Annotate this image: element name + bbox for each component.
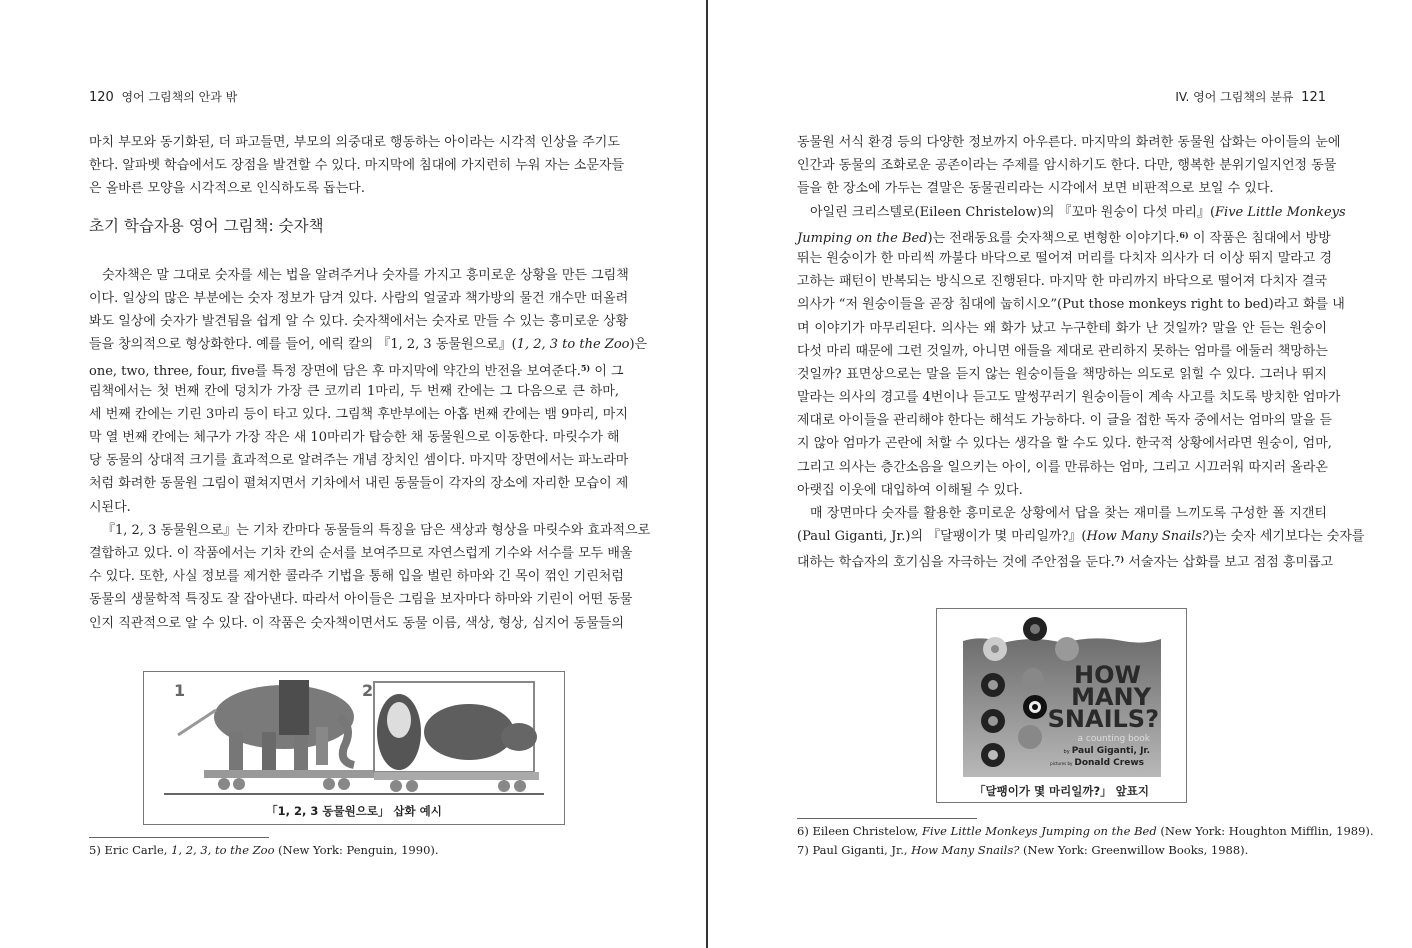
- paragraph: [89, 264, 648, 519]
- text-run: 고하는 패턴이 반복되는 방식으로 진행된다. 마지막 한 마리까지 바닥으로 떨어져 다치자 결국: [797, 274, 1327, 290]
- text-run: Jumping on the Bed: [797, 230, 928, 246]
- running-head-title: IV. 영어 그림책의 분류: [1175, 90, 1294, 104]
- text-line: [797, 247, 1333, 270]
- text-line: [797, 317, 1327, 340]
- footnote-rule: [797, 818, 977, 819]
- cover-by: by: [1063, 749, 1070, 755]
- text-run: (New York: Penguin, 1990).: [274, 843, 439, 857]
- left-running-head: [89, 88, 237, 105]
- text-run: 다섯 마리 때문에 그런 것일까, 아니면 애들을 제대로 관리하지 못하는 엄마를 에둘러 책망하는: [797, 343, 1328, 359]
- text-line: [89, 472, 629, 495]
- text-line: [797, 177, 1327, 200]
- text-run: 한다. 알파벳 학습에서도 장점을 발견할 수 있다. 마지막에 침대에 가지런히 누워 자는 소문자들: [89, 158, 625, 174]
- car-2: [362, 681, 539, 792]
- text-run: 아일린 크리스텔로(Eileen Christelow)의 『꼬마 원숭이 다섯 마리』(: [810, 204, 1216, 220]
- text-run: 1, 2, 3, to the Zoo: [171, 843, 275, 857]
- text-line: [89, 333, 648, 356]
- footnote-ref: 6): [1179, 229, 1189, 240]
- text-run: 동물원 서식 환경 등의 다양한 정보까지 아우른다. 마지막의 화려한 동물원 삽화는 아이들의 눈에: [797, 135, 1341, 150]
- text-line: [797, 201, 1346, 224]
- text-line: [89, 154, 625, 177]
- text-line: [89, 310, 629, 333]
- paragraph: [797, 201, 1346, 502]
- text-run: 뛰는 원숭이가 한 마리씩 까불다 바닥으로 떨어져 머리를 다치자 의사가 더 이상 뛰지 말라고 경: [797, 250, 1333, 266]
- text-run: 이다. 일상의 많은 부분에는 숫자 정보가 담겨 있다. 사람의 얼굴과 책가방의 물건 개수만 떠올려: [89, 290, 629, 306]
- text-run: 며 이야기가 마무리된다. 의사는 왜 화가 났고 누구한테 화가 난 것일까? 말을 안 듣는 원숭이: [797, 320, 1327, 336]
- text-run: 그리고 의사는 층간소음을 일으키는 아이, 이를 만류하는 엄마, 그리고 시끄러워 따지러 올라온: [797, 459, 1328, 475]
- text-run: 5) Eric Carle,: [89, 843, 172, 857]
- text-run: 『1, 2, 3 동물원으로』는 기차 칸마다 동물들의 특징을 담은 색상과 형상을 마릿수와 효과적으로: [102, 522, 651, 538]
- text-line: [797, 131, 1341, 154]
- paragraph: [797, 131, 1341, 201]
- text-line: [797, 224, 1331, 247]
- text-run: 대하는 학습자의 호기심을 자극하는 것에 주안점을 둔다.: [797, 555, 1115, 571]
- footnote-6: [797, 824, 1374, 838]
- text-run: 세 번째 칸에는 기린 3마리 등이 타고 있다. 그림책 후반부에는 아홉 번째 칸에는 뱀 9마리, 마지: [89, 406, 628, 422]
- footnote-5: [89, 843, 439, 857]
- text-run: 처럼 화려한 동물원 그림이 펼쳐지면서 기차에서 내린 동물들이 각자의 장소에 자리한 모습이 제: [89, 476, 629, 492]
- car-1: [174, 680, 374, 790]
- text-line: [89, 449, 629, 472]
- car-number: 1: [174, 681, 186, 700]
- text-line: [89, 264, 629, 287]
- text-run: (New York: Greenwillow Books, 1988).: [1019, 843, 1249, 857]
- footnote-ref: 7): [1114, 554, 1125, 565]
- book-cover-image: [937, 609, 1186, 779]
- text-run: 6) Eileen Christelow,: [797, 824, 922, 838]
- right-running-head: [1175, 88, 1326, 105]
- text-run: 아랫집 이웃에 대입하여 이해될 수 있다.: [797, 482, 1023, 498]
- text-line: [89, 177, 619, 200]
- text-line: [797, 502, 1327, 525]
- text-run: (New York: Houghton Mifflin, 1989).: [1156, 824, 1374, 838]
- right-page-body: [797, 131, 1365, 572]
- text-line: [89, 542, 633, 565]
- text-line: [89, 287, 629, 310]
- text-run: one, two, three, four, five를 특정 장면에 담은 후 마지막에 약간의 반전을 보여준다.: [89, 363, 581, 379]
- text-run: How Many Snails?: [1086, 529, 1209, 545]
- text-run: 숫자책은 말 그대로 숫자를 세는 법을 알려주거나 숫자를 가지고 흥미로운 상황을 만든 그림책: [102, 267, 629, 283]
- text-run: 매 장면마다 숫자를 활용한 흥미로운 상황에서 답을 찾는 재미를 느끼도록 구성한 폴 지갠티: [810, 506, 1327, 521]
- text-run: 막 열 번째 칸에는 체구가 가장 작은 새 10마리가 탑승한 채 동물원으로 이동한다. 마릿수가 해: [89, 430, 620, 446]
- text-line: [797, 456, 1327, 479]
- text-line: [797, 363, 1327, 386]
- text-line: [89, 380, 619, 403]
- page-number: 120: [89, 90, 114, 105]
- text-line: [89, 403, 628, 426]
- text-run: 인간과 동물의 조화로운 공존이라는 주제를 암시하기도 한다. 다만, 행복한 분위기일지언정 동물: [797, 158, 1337, 174]
- text-run: 이 작품은 침대에서 방방: [1188, 230, 1331, 246]
- text-line: [797, 386, 1341, 409]
- text-run: 들을 창의적으로 형상화한다. 예를 들어, 에릭 칼의 『1, 2, 3 동물원으로』(: [89, 337, 517, 353]
- text-run: How Many Snails?: [911, 843, 1020, 857]
- text-run: )는 전래동요를 숫자책으로 변형한 이야기다.: [927, 230, 1180, 246]
- text-run: 이 그: [590, 363, 624, 379]
- text-run: Five Little Monkeys: [1215, 204, 1346, 220]
- text-run: 봐도 일상에 숫자가 발견됨을 쉽게 알 수 있다. 숫자책에서는 숫자로 만들 수 있는 흥미로운 상황: [89, 314, 629, 330]
- text-line: [89, 357, 624, 380]
- text-line: [797, 409, 1333, 432]
- text-run: 7) Paul Giganti, Jr.,: [797, 843, 912, 857]
- text-line: [797, 479, 1327, 502]
- cover-title-line: SNAILS?: [1047, 705, 1159, 733]
- text-line: [797, 340, 1327, 363]
- paragraph: [89, 519, 651, 635]
- train-illustration: [144, 672, 564, 802]
- text-run: 시된다.: [89, 499, 131, 515]
- text-line: [89, 519, 651, 542]
- text-run: 1, 2, 3 to the Zoo: [516, 337, 630, 353]
- text-run: 들을 한 장소에 가두는 결말은 동물권리라는 시각에서 보면 비판적으로 보일 수 있다.: [797, 181, 1274, 197]
- text-run: 동물의 생물학적 특징도 잘 잡아낸다. 따라서 아이들은 그림을 보자마다 하마와 기린이 어떤 동물: [89, 592, 633, 608]
- text-run: 결합하고 있다. 이 작품에서는 기차 칸의 순서를 보여주므로 자연스럽게 기수와 서수를 모두 배울: [89, 546, 633, 561]
- section-heading: 초기 학습자용 영어 그림책: 숫자책: [89, 216, 324, 235]
- text-run: (Paul Giganti, Jr.)의 『달팽이가 몇 마리일까?』(: [797, 529, 1087, 545]
- cover-author-line: [1064, 746, 1150, 756]
- text-line: [797, 432, 1332, 455]
- text-run: 은 올바른 모양을 시각적으로 인식하도록 돕는다.: [89, 181, 365, 197]
- text-line: [89, 565, 624, 588]
- text-line: [797, 270, 1327, 293]
- text-run: 제대로 아이들을 관리해야 한다는 해석도 가능하다. 이 글을 접한 독자 중에서는 엄마의 말을 듣: [797, 413, 1333, 429]
- text-run: 당 동물의 상대적 크기를 효과적으로 알려주는 개념 장치인 셈이다. 마지막 장면에서는 파노라마: [89, 453, 629, 469]
- text-line: [89, 588, 633, 611]
- text-line: [89, 612, 624, 635]
- page-number: 121: [1301, 90, 1326, 105]
- text-line: [797, 154, 1337, 177]
- footnote-7: [797, 843, 1248, 857]
- text-run: Five Little Monkeys Jumping on the Bed: [921, 824, 1157, 838]
- cover-author: Paul Giganti, Jr.: [1071, 746, 1150, 756]
- text-run: 인지 직관적으로 알 수 있다. 이 작품은 숫자책이면서도 동물 이름, 색상, 형상, 심지어 동물들의: [89, 615, 624, 631]
- text-line: [797, 525, 1365, 548]
- text-run: 서술자는 삽화를 보고 점점 흥미롭고: [1124, 555, 1334, 571]
- cover-title-line: MANY: [1071, 683, 1151, 711]
- figure-snails-cover: [936, 608, 1187, 803]
- text-run: 의사가 “저 원숭이들을 곧장 침대에 눕히시오”(Put those monkeys right to bed)라고 화를 내: [797, 297, 1345, 313]
- footnote-ref: 5): [580, 362, 591, 373]
- cover-illustrator: Donald Crews: [1074, 758, 1144, 768]
- figure-caption: 「1, 2, 3 동물원으로」 삽화 예시: [266, 804, 442, 818]
- text-run: 말라는 의사의 경고를 4번이나 듣고도 말썽꾸러기 원숭이들이 계속 사고를 치도록 방치한 엄마가: [797, 390, 1341, 406]
- text-run: 림책에서는 첫 번째 칸에 덩치가 가장 큰 코끼리 1마리, 두 번째 칸에는 그 다음으로 큰 하마,: [89, 383, 619, 399]
- paragraph: [797, 502, 1365, 572]
- left-page-body: [89, 131, 651, 635]
- text-line: [797, 548, 1334, 571]
- car-number: 2: [362, 681, 374, 700]
- text-line: [797, 293, 1345, 316]
- text-run: 것일까? 표면상으로는 말을 듣지 않는 원숭이들을 책망하는 의도로 읽힐 수 있다. 그러나 뛰지: [797, 366, 1327, 382]
- cover-title-line: HOW: [1074, 661, 1141, 689]
- page-gutter-divider: [706, 0, 708, 948]
- text-line: [89, 496, 619, 519]
- text-run: 마치 부모와 동기화된, 더 파고들면, 부모의 의중대로 행동하는 아이라는 시각적 인상을 주기도: [89, 135, 620, 150]
- footnote-rule: [89, 837, 269, 838]
- paragraph: [89, 131, 625, 201]
- cover-pictures-by: pictures by: [1050, 761, 1073, 766]
- text-run: 수 있다. 또한, 사실 정보를 제거한 콜라주 기법을 통해 입을 벌린 하마와 긴 목이 꺾인 기린처럼: [89, 569, 624, 585]
- cover-subtitle: a counting book: [1077, 734, 1150, 744]
- text-run: )는 숫자 세기보다는 숫자를: [1208, 529, 1365, 545]
- figure-caption: 「달팽이가 몇 마리일까?」 앞표지: [974, 784, 1149, 798]
- text-line: [89, 131, 619, 154]
- figure-zoo-illustration: [143, 671, 565, 825]
- text-run: 지 않아 엄마가 곤란에 처할 수 있다는 생각을 할 수도 있다. 한국적 상황에서라면 원숭이, 엄마,: [797, 436, 1332, 452]
- text-run: )은: [629, 337, 648, 353]
- text-line: [89, 426, 619, 449]
- running-head-title: 영어 그림책의 안과 밖: [121, 90, 238, 104]
